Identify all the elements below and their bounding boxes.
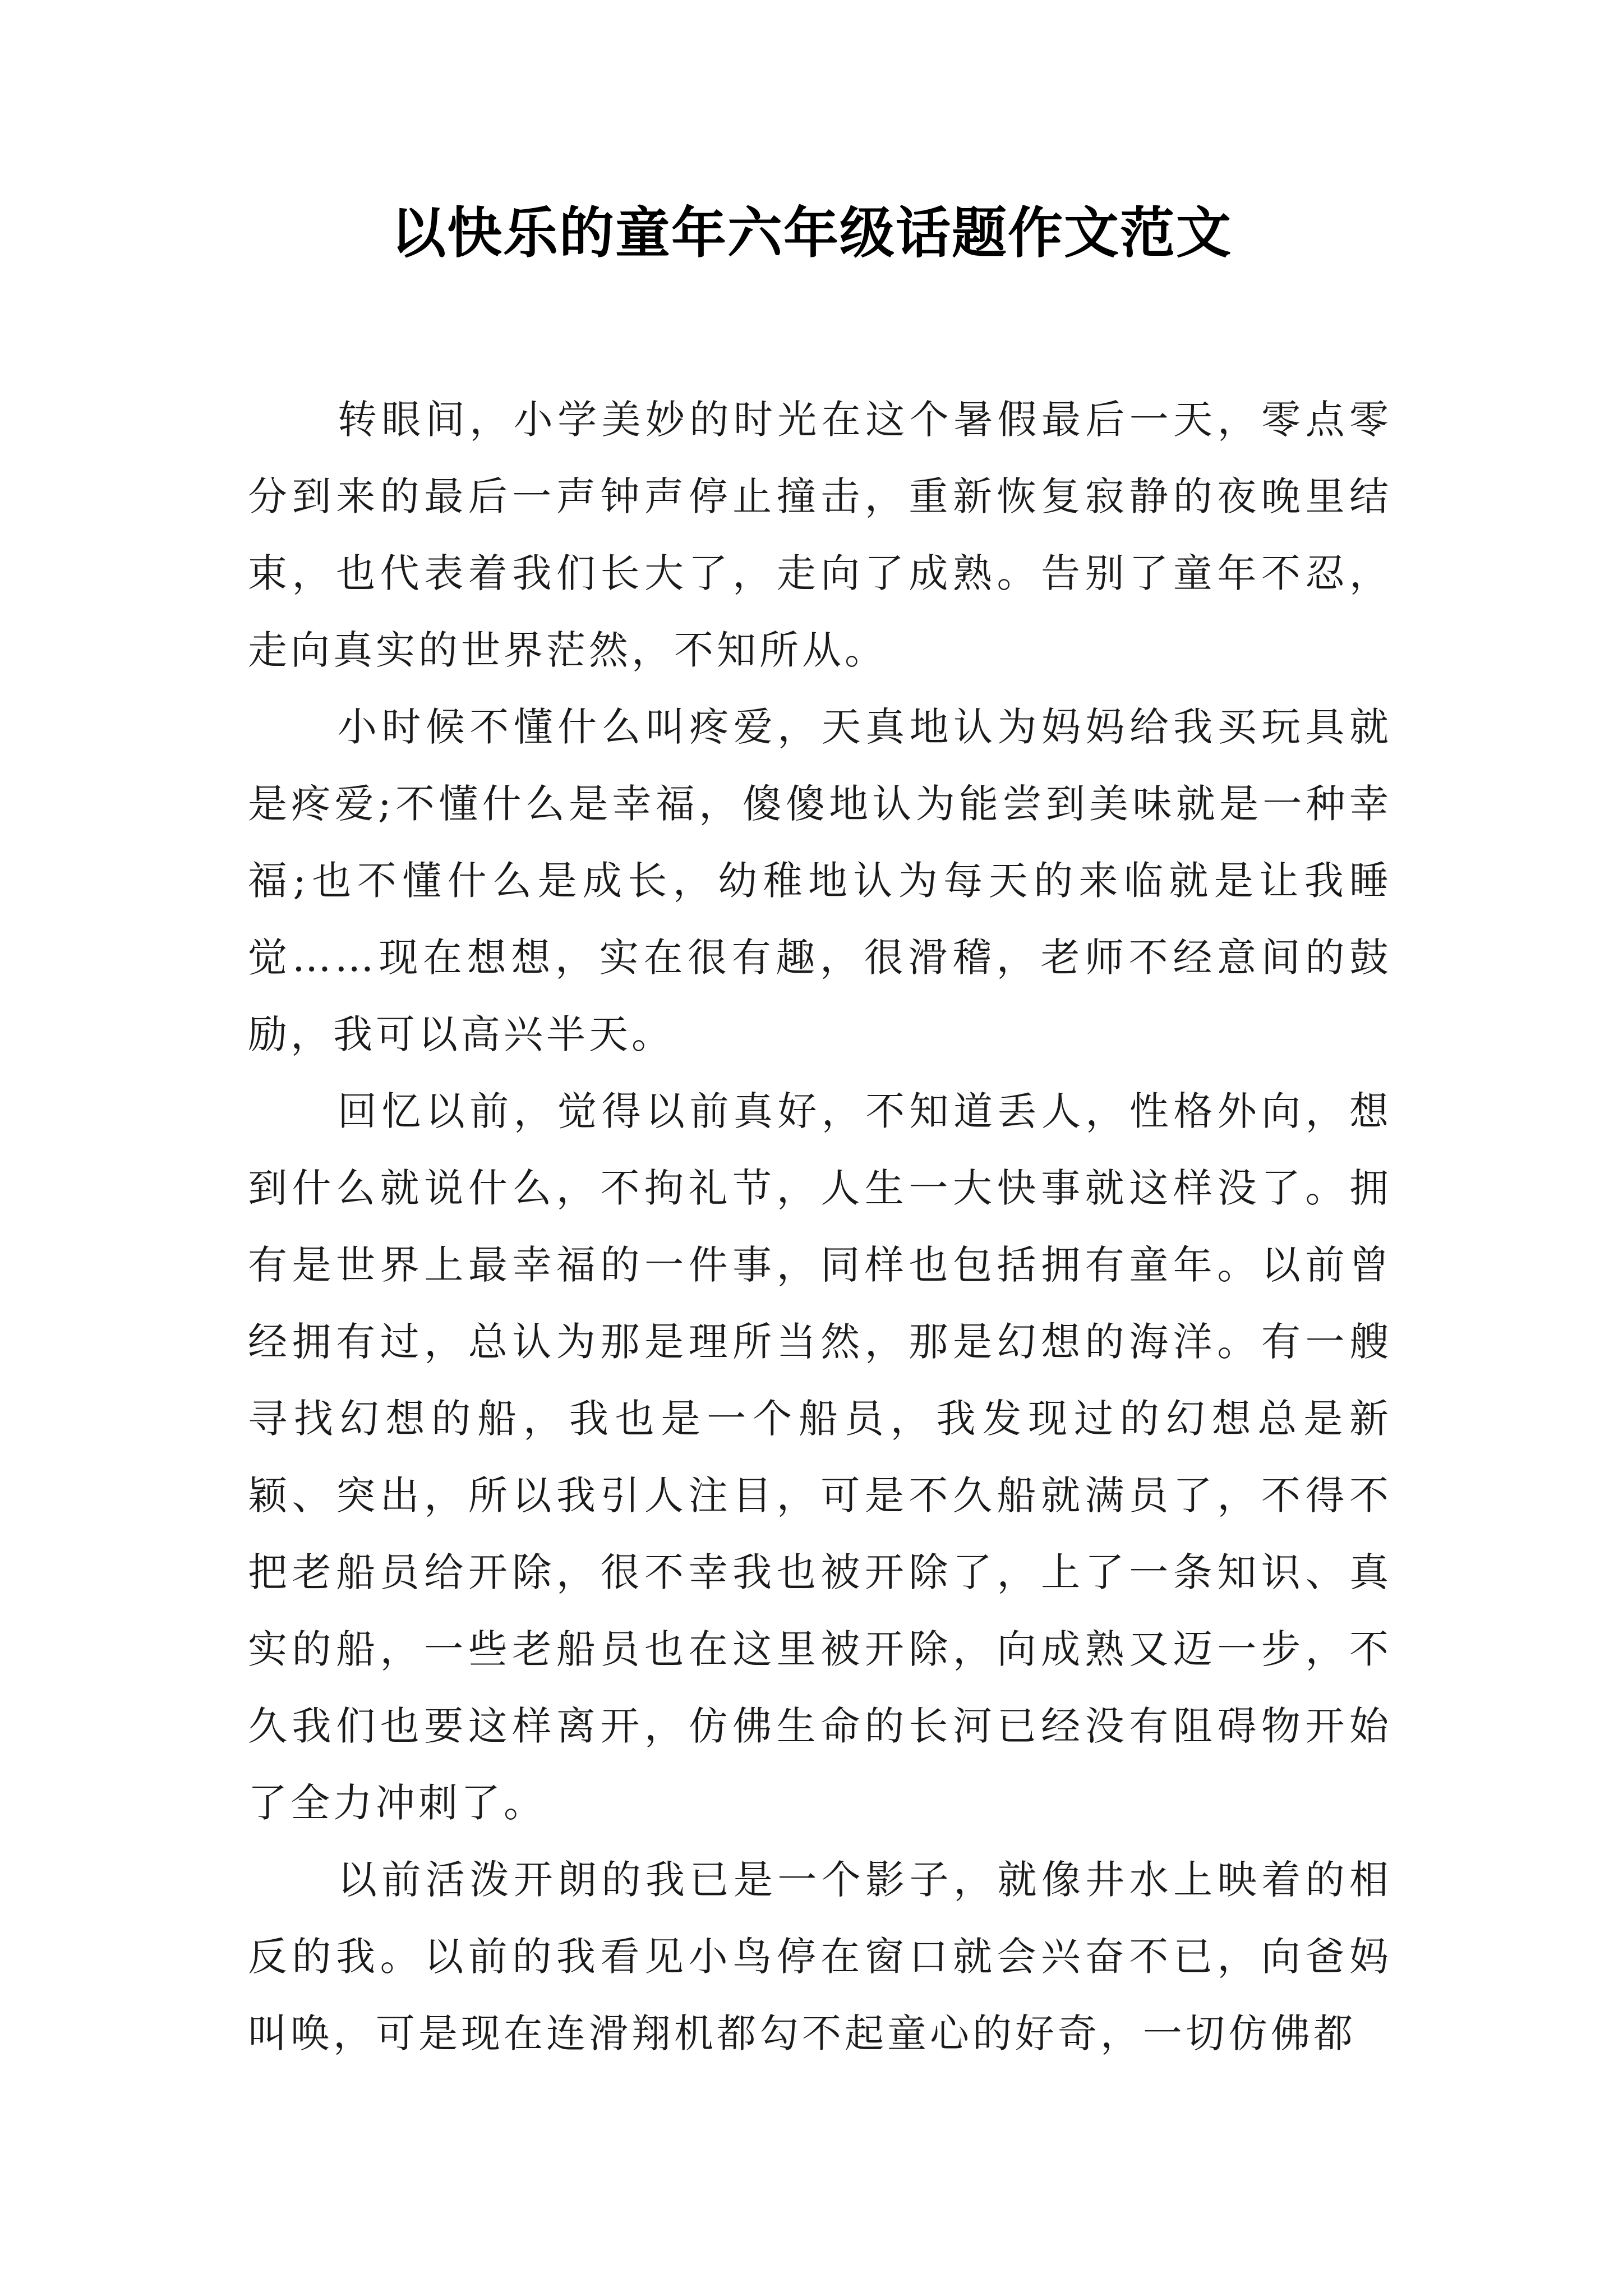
document-body (248, 381, 1392, 2072)
paragraph: 小时候不懂什么叫疼爱，天真地认为妈妈给我买玩具就是疼爱;不懂什么是幸福，傻傻地认为能尝到美味就是一种幸福;也不懂什么是成长，幼稚地认为每天的来临就是让我睡觉……现在想想，实在很有趣，很滑稽，老师不经意间的鼓励，我可以高兴半天。 (248, 704, 1392, 1057)
paragraph: 以前活泼开朗的我已是一个影子，就像井水上映着的相反的我。以前的我看见小鸟停在窗口就会兴奋不已，向爸妈叫唤，可是现在连滑翔机都勾不起童心的好奇，一切仿佛都 (248, 1857, 1392, 2056)
paragraph: 回忆以前，觉得以前真好，不知道丢人，性格外向，想到什么就说什么，不拘礼节，人生一大快事就这样没了。拥有是世界上最幸福的一件事，同样也包括拥有童年。以前曾经拥有过，总认为那是理所当然，那是幻想的海洋。有一艘寻找幻想的船，我也是一个船员，我发现过的幻想总是新颖、突出，所以我引人注目，可是不久船就满员了，不得不把老船员给开除，很不幸我也被开除了，上了一条知识、真实的船，一些老船员也在这里被开除，向成熟又迈一步，不久我们也要这样离开，仿佛生命的长河已经没有阻碍物开始了全力冲刺了。 (248, 1088, 1392, 1826)
document-title: 以快乐的童年六年级话题作文范文 (390, 201, 1232, 265)
paragraph: 转眼间，小学美妙的时光在这个暑假最后一天，零点零分到来的最后一声钟声停止撞击，重新恢复寂静的夜晚里结束，也代表着我们长大了，走向了成熟。告别了童年不忍，走向真实的世界茫然，不知所从。 (248, 397, 1392, 673)
